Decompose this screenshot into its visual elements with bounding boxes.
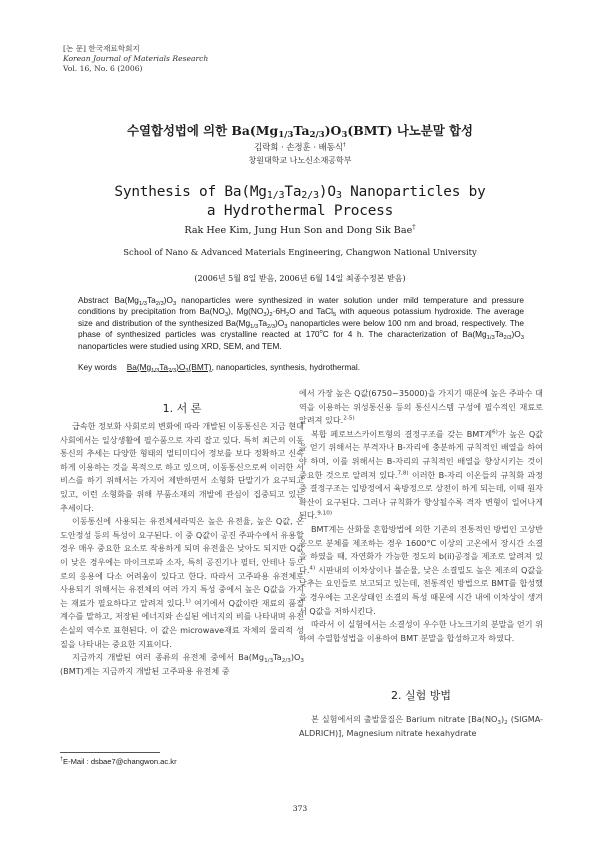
left-column bbox=[60, 420, 304, 678]
paragraph: 이동통신에 사용되는 유전체세라믹은 높은 유전율, 높은 Q값, 온도안정성 등의 특성이 요구된다. 이 중 Q값이 공진 주파수에서 유용할 경우 매우 중요한 요소로 작용하게 되며 유전율은 낮아도 되지만 Q값이 낮은 경우에는 마이크로파 소자, 특히 공진기나 필터, 안테나 등으로의 응용에 다소 어려움이 있다고 한다. 따라서 고주파용 유전체로 사용되기 위해서는 유전체의 여러 가지 특성 중에서 높은 Q값을 가지는 재료가 필요하다고 알려져 있다.$^{1)}$ 여기에서 Q값이란 재료의 품질계수를 말하고, 저장된 에너지와 손실된 에너지의 비를 나타내며 유전손실의 역수로 표현된다. 이 값은 microwave재료 자체의 물리적 성질을 나타내는 중요한 지표이다. bbox=[60, 516, 304, 649]
received-dates: (2006년 5월 8일 받음, 2006년 6월 14일 최종수정본 받음) bbox=[194, 274, 406, 283]
paragraph: 따라서 이 실험에서는 소결성이 우수한 나노크기의 분말을 얻기 위하여 수열합성법을 이용하여 BMT 분말을 합성하고자 하였다. bbox=[299, 619, 543, 643]
abstract-label: Abstract bbox=[78, 295, 109, 305]
section-heading-experimental: 2. 실험 방법 bbox=[391, 689, 451, 702]
affiliation-korean: 창원대학교 나노신소재공학부 bbox=[248, 156, 352, 165]
journal-volume: Vol. 16, No. 6 (2006) bbox=[63, 64, 143, 74]
paragraph: 에서 가장 높은 Q값(6750~35000)을 가지기 때문에 높은 주파수 대역을 이용하는 위성통신용 등의 통신시스템 구성에 필수적인 재료로 알려져 있다.$^{2-5)}$ bbox=[299, 388, 543, 426]
footnote-email: †E-Mail : dsbae7@changwon.ac.kr bbox=[60, 756, 177, 766]
paragraph: 복합 페로브스카이트형의 결정구조를 갖는 BMT계$^{6)}$가 높은 Q값을 얻기 위해서는 부격자나 B-자리에 충분하게 규칙적인 배열을 하여야 하며, 이를 위해서는 B-자리의 규칙적인 배열을 향상시키는 것이 중요한 것으로 알려져 있다.$^{7,8)}$ 이러한 B-자리 이온들의 규칙화 과정 중 결정구조는 입방정에서 육방정으로 상전이 하게 되는데, 이때 원자 확산이 요구된다. 그러나 규칙화가 향상될수록 격자 변형이 일어나게 된다.$^{9,10)}$ bbox=[299, 428, 544, 521]
abstract: Abstract $Ba(Mg_{1/3}Ta_{2/3})O_3$ nanoparticles were synthesized in water solution under mild temperature and pressure conditions by precipitation from $Ba(NO_3)$, $Mg(NO_3)_2\cdot 6H_2O$ and TaCl$_5$ with aqueous potassium hydroxide. The average size and distribution of the synthesized $Ba(Mg_{1/3}Ta_{2/3})O_3$ nanoparticles were below 100 nm and broad, respectively. The phase of synthesized particles was crystalline reacted at 170$^o$C for 4 h. The characterization of $Ba(Mg_{1/3}Ta_{2/3})O_3$ nanoparticles were studied using XRD, SEM, and TEM. bbox=[78, 295, 524, 351]
title-english: Synthesis of $Ba(Mg_{1/3}Ta_{2/3})O_3$ Nanoparticles by a Hydrothermal Process bbox=[114, 184, 486, 219]
keyword-bmt: $Ba(Mg_{1/3}Ta_{2/3})O_3(BMT)$ bbox=[126, 362, 212, 374]
right-column bbox=[299, 387, 543, 645]
journal-header-korean: [논 문] 한국재료학회지 bbox=[63, 44, 140, 53]
authors-english: Rak Hee Kim, Jung Hun Son and Dong Sik Bae† bbox=[184, 222, 416, 236]
journal-header bbox=[63, 44, 208, 75]
paragraph: 본 실험에서의 출발물질은 Barium nitrate [$Ba(NO_3)_2$ (SIGMA-ALDRICH)], Magnesium nitrate hexahydrate bbox=[299, 714, 544, 738]
paragraph: BMT계는 산화물 혼합방법에 의한 기존의 전통적인 방법인 고상반응으로 분체를 제조하는 경우 1600°C 이상의 고온에서 장시간 소결을 하였을 때, 자연화가 가능한 정도의 b(ii)공정을 제조로 알려져 있다.$^{4)}$ 시판내의 이차상이나 불순물, 낮은 소결밀도 높은 제조의 Q값을 낮추는 요인들로 보고되고 있는데, 전통적인 방법으로 BMT를 합성했을 경우에는 고온상태인 소결의 특성 때문에 시간 내에 이차상이 생겨서 Q값을 저하시킨다. bbox=[299, 523, 543, 616]
keywords-label: Key words bbox=[78, 362, 117, 372]
paragraph: 지금까지 개발된 여러 종류의 유전체 중에서 $Ba(Mg_{1/3}Ta_{2/3})O_3$ (BMT)계는 지금까지 개발된 고주파용 유전체 중 bbox=[60, 652, 304, 676]
paragraph: 급속한 정보화 사회로의 변화에 따라 개발된 이동통신은 지금 현대 사회에서는 일상생활에 필수품으로 자리 잡고 있다. 특히 최근의 이동통신의 추세는 다양한 형태의 멀티미디어 정보를 보다 정확하고 신속하게 이용하는 것을 목적으로 하고 있으며, 이동통신으로써 이러한 서비스를 하기 위해서는 가지어 제반하면서 소형화 단말기가 요구되고 있고, 이런 소형화를 위해 부품소재의 개발에 관심이 집중되고 있는 추세이다. bbox=[60, 421, 304, 513]
section-heading-introduction: 1. 서 론 bbox=[162, 402, 202, 415]
journal-header-english: Korean Journal of Materials Research bbox=[63, 54, 209, 64]
keywords: Key words $Ba(Mg_{1/3}Ta_{2/3})O_3(BMT)$, nanoparticles, synthesis, hydrothermal. bbox=[78, 362, 361, 374]
footnote-divider bbox=[60, 752, 160, 753]
affiliation-english: School of Nano & Advanced Materials Engineering, Changwon National University bbox=[123, 247, 477, 257]
authors-korean: 김락희 · 손정훈 · 배동식† bbox=[254, 142, 346, 152]
right-column-section2 bbox=[299, 713, 543, 740]
title-korean: 수열합성법에 의한 $Ba(Mg_{1/3}Ta_{2/3})O_3(BMT)$ 나노분말 합성 bbox=[127, 123, 473, 140]
page-number: 373 bbox=[292, 804, 308, 813]
